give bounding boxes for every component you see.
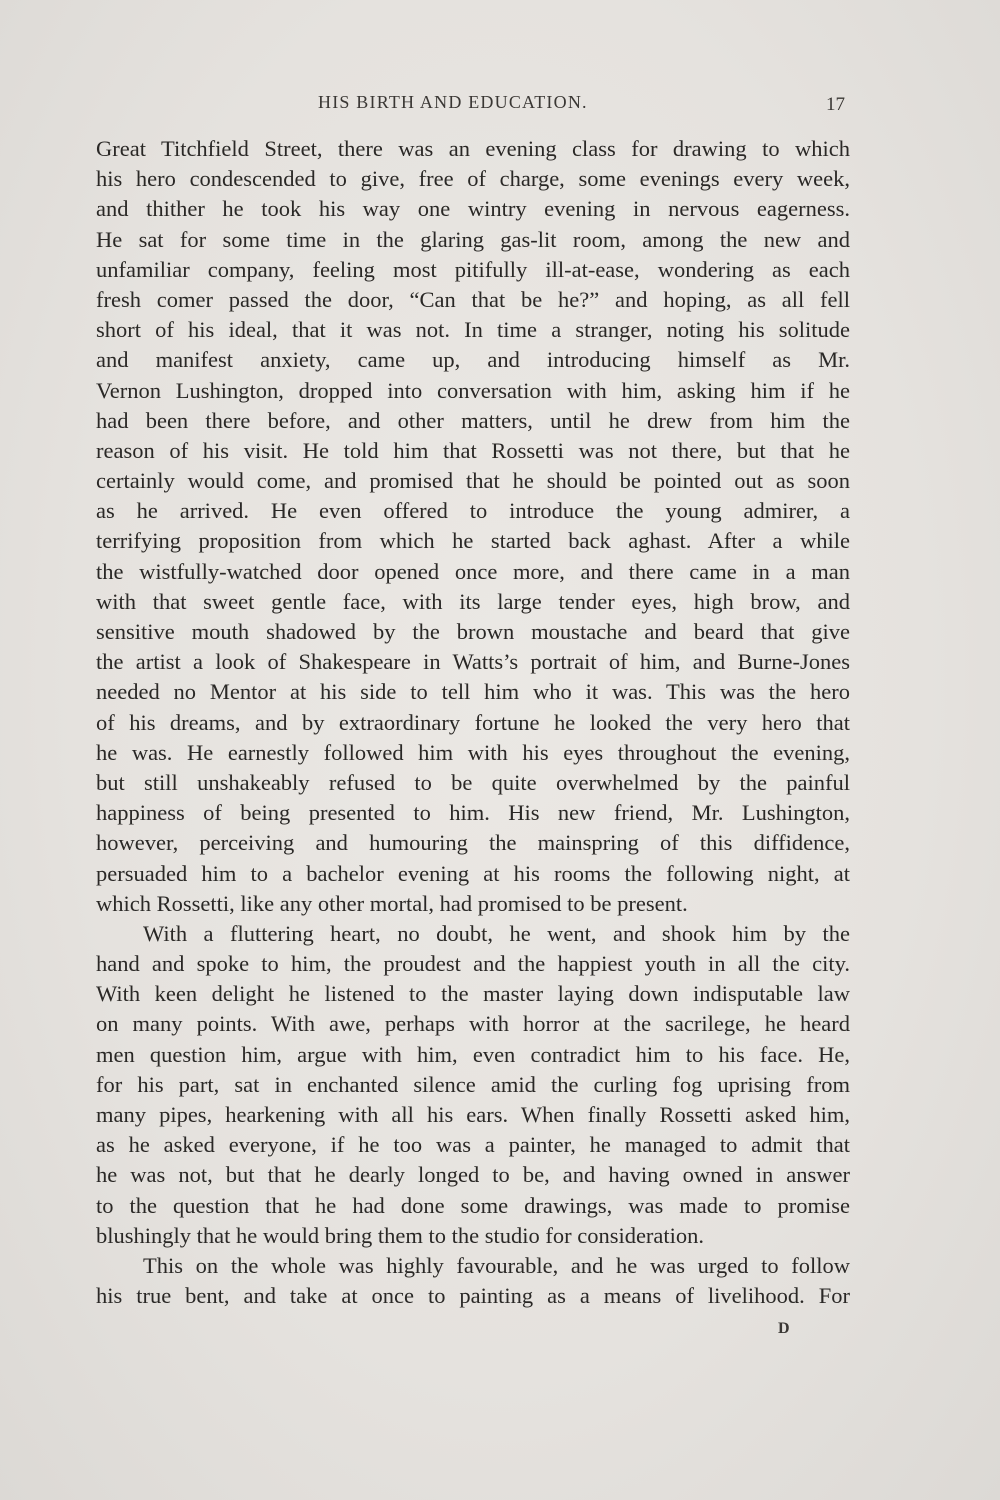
text-line: the wistfully-watched door opened once more, and there came in a man	[96, 558, 850, 584]
paragraph-start-line: With a fluttering heart, no doubt, he went, and shook him by the	[143, 920, 850, 946]
text-line: had been there before, and other matters, until he drew from him the	[96, 407, 850, 433]
page-number: 17	[826, 94, 845, 115]
text-line: of his dreams, and by extraordinary fortune he looked the very hero that	[96, 709, 850, 735]
text-line: to the question that he had done some drawings, was made to promise	[96, 1192, 850, 1218]
text-line: Great Titchfield Street, there was an evening class for drawing to which	[96, 136, 850, 161]
text-line: short of his ideal, that it was not. In time a stranger, noting his solitude	[96, 317, 850, 343]
text-line: hand and spoke to him, the proudest and the happiest youth in all the city.	[96, 951, 850, 977]
body-text	[96, 134, 850, 1311]
text-line: men question him, argue with him, even contradict him to his face. He,	[96, 1041, 850, 1067]
text-line: his true bent, and take at once to painting as a means of livelihood. For	[96, 1283, 850, 1309]
text-line: as he arrived. He even offered to introduce the young admirer, a	[96, 498, 850, 524]
text-line: sensitive mouth shadowed by the brown moustache and beard that give	[96, 619, 850, 644]
text-line: with that sweet gentle face, with its large tender eyes, high brow, and	[96, 588, 850, 614]
running-head	[0, 92, 1000, 122]
text-line: his hero condescended to give, free of charge, some evenings every week,	[96, 166, 850, 192]
text-line: many pipes, hearkening with all his ears. When finally Rossetti asked him,	[96, 1102, 850, 1127]
text-line: unfamiliar company, feeling most pitifully ill-at-ease, wondering as each	[96, 256, 850, 282]
paragraph-end-line: blushingly that he would bring them to the studio for consideration.	[96, 1222, 705, 1248]
paragraph-end-line: which Rossetti, like any other mortal, had promised to be present.	[96, 890, 688, 916]
text-line: certainly would come, and promised that he should be pointed out as soon	[96, 468, 850, 494]
text-line: he was not, but that he dearly longed to be, and having owned in answer	[96, 1162, 850, 1188]
signature-mark: D	[778, 1320, 791, 1337]
chapter-running-title: HIS BIRTH AND EDUCATION.	[318, 92, 588, 112]
text-line: and thither he took his way one wintry evening in nervous eagerness.	[96, 196, 850, 222]
text-line: he was. He earnestly followed him with his eyes throughout the evening,	[96, 739, 850, 765]
text-line: on many points. With awe, perhaps with horror at the sacrilege, he heard	[96, 1011, 850, 1037]
text-line: fresh comer passed the door, “Can that be he?” and hoping, as all fell	[96, 286, 850, 312]
text-line: for his part, sat in enchanted silence amid the curling fog uprising from	[96, 1071, 850, 1097]
text-line: but still unshakeably refused to be quite overwhelmed by the painful	[96, 769, 850, 795]
text-line: the artist a look of Shakespeare in Watts’s portrait of him, and Burne-Jones	[96, 649, 850, 675]
text-line: persuaded him to a bachelor evening at his rooms the following night, at	[96, 860, 850, 886]
text-line: With keen delight he listened to the master laying down indisputable law	[96, 981, 850, 1007]
text-line: however, perceiving and humouring the mainspring of this diffidence,	[96, 830, 850, 856]
text-line: Vernon Lushington, dropped into conversation with him, asking him if he	[96, 377, 850, 403]
paragraph-start-line: This on the whole was highly favourable, and he was urged to follow	[143, 1252, 850, 1278]
text-line: needed no Mentor at his side to tell him who it was. This was the hero	[96, 679, 850, 705]
text-line: reason of his visit. He told him that Rossetti was not there, but that he	[96, 437, 850, 463]
text-line: terrifying proposition from which he started back aghast. After a while	[96, 528, 850, 554]
text-line: He sat for some time in the glaring gas-lit room, among the new and	[96, 226, 850, 252]
text-line: and manifest anxiety, came up, and introducing himself as Mr.	[96, 347, 850, 373]
text-line: as he asked everyone, if he too was a painter, he managed to admit that	[96, 1132, 850, 1158]
text-line: happiness of being presented to him. His new friend, Mr. Lushington,	[96, 800, 850, 826]
